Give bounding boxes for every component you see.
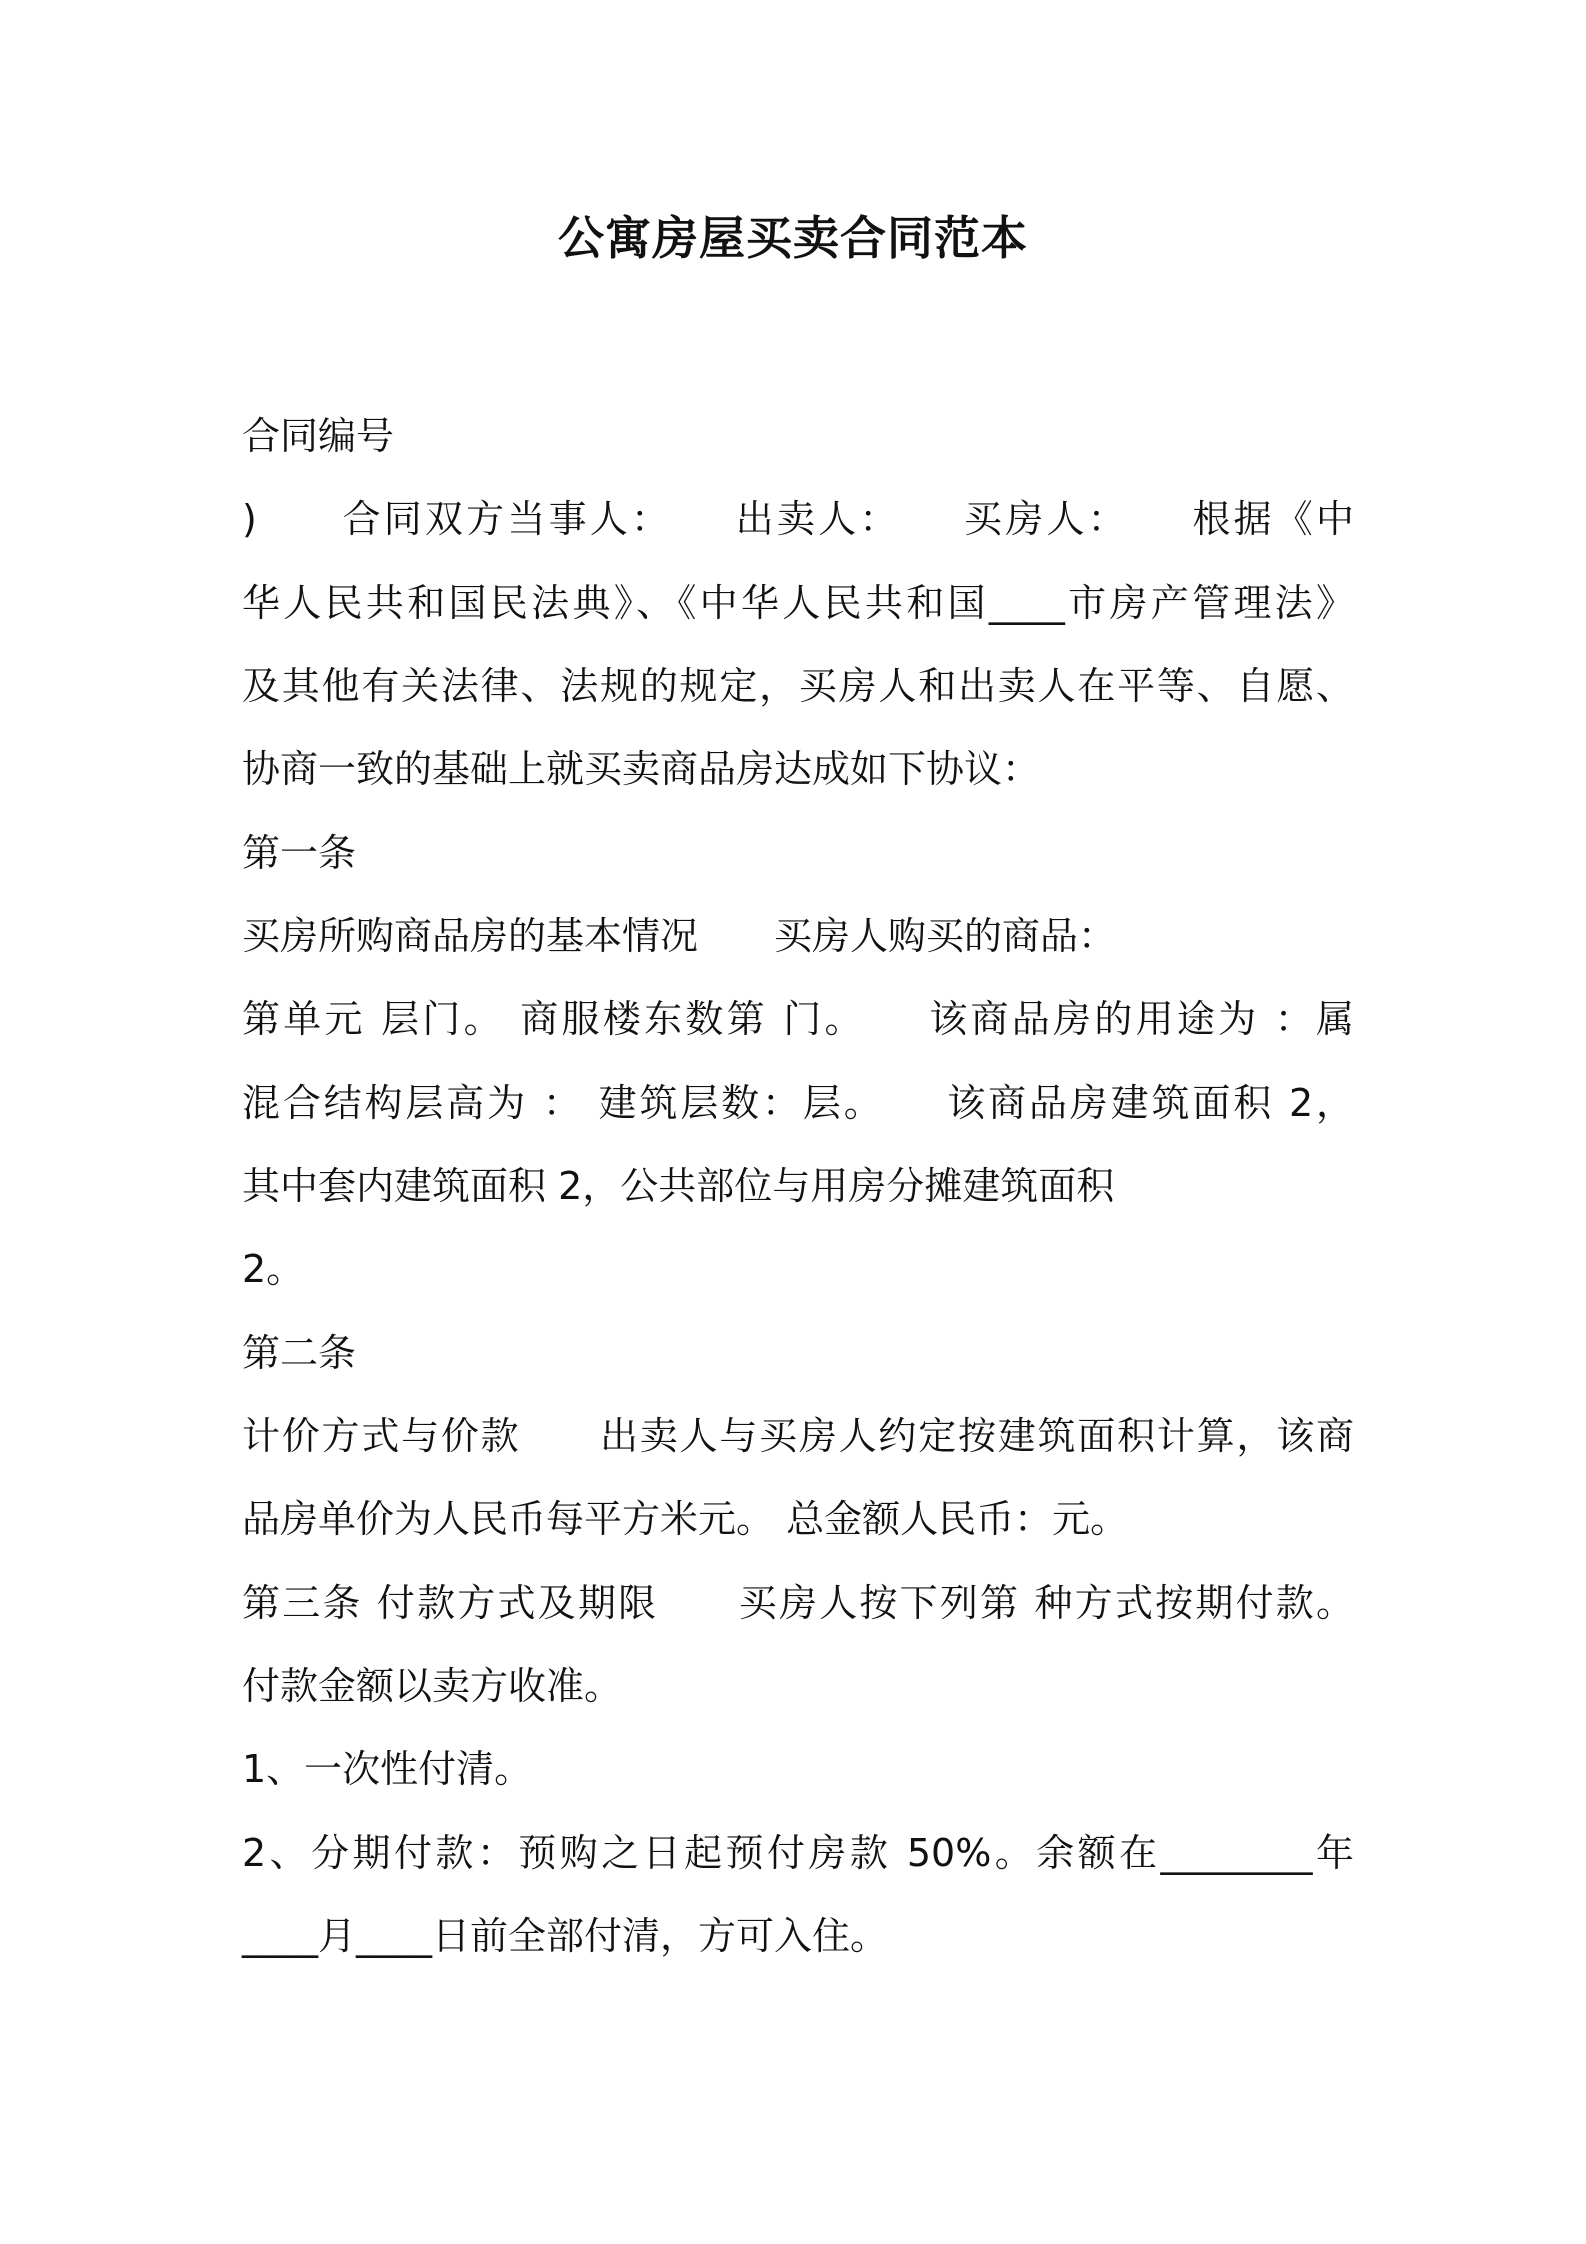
paragraph-line: 买房所购商品房的基本情况 买房人购买的商品： bbox=[242, 914, 1117, 958]
paragraph-line: ____月____日前全部付清，方可入住。 bbox=[242, 1914, 889, 1958]
paragraph-line: 其中套内建筑面积 2，公共部位与用房分摊建筑面积 bbox=[242, 1164, 1115, 1208]
paragraph-line: 协商一致的基础上就买卖商品房达成如下协议： bbox=[242, 747, 1041, 791]
paragraph-line: 混合结构层高为 ： 建筑层数：层。 该商品房建筑面积 2， bbox=[242, 1081, 1354, 1125]
paragraph-line: 及其他有关法律、法规的规定，买房人和出卖人在平等、自愿、 bbox=[242, 664, 1354, 708]
paragraph-line: ) 合同双方当事人： 出卖人： 买房人： 根据《中 bbox=[242, 497, 1354, 541]
paragraph-line: 华人民共和国民法典》、《中华人民共和国____市房产管理法》 bbox=[242, 581, 1354, 625]
document-title: 公寓房屋买卖合同范本 bbox=[558, 211, 1028, 265]
list-item: 2、分期付款：预购之日起预付房款 50%。余额在________年 bbox=[242, 1831, 1354, 1875]
contract-number-line: 合同编号 bbox=[242, 414, 395, 458]
article-heading: 第二条 bbox=[242, 1331, 357, 1375]
paragraph-line: 2。 bbox=[242, 1247, 305, 1291]
paragraph-line: 品房单价为人民币每平方米元。 总金额人民币：元。 bbox=[242, 1497, 1129, 1541]
paragraph-line: 第三条 付款方式及期限 买房人按下列第 种方式按期付款。 bbox=[242, 1581, 1354, 1625]
article-heading: 第一条 bbox=[242, 831, 357, 875]
list-item: 1、一次性付清。 bbox=[242, 1747, 533, 1791]
paragraph-line: 计价方式与价款 出卖人与买房人约定按建筑面积计算，该商 bbox=[242, 1414, 1354, 1458]
paragraph-line: 付款金额以卖方收准。 bbox=[242, 1664, 623, 1708]
paragraph-line: 第单元 层门。 商服楼东数第 门。 该商品房的用途为 ：属 bbox=[242, 997, 1354, 1041]
